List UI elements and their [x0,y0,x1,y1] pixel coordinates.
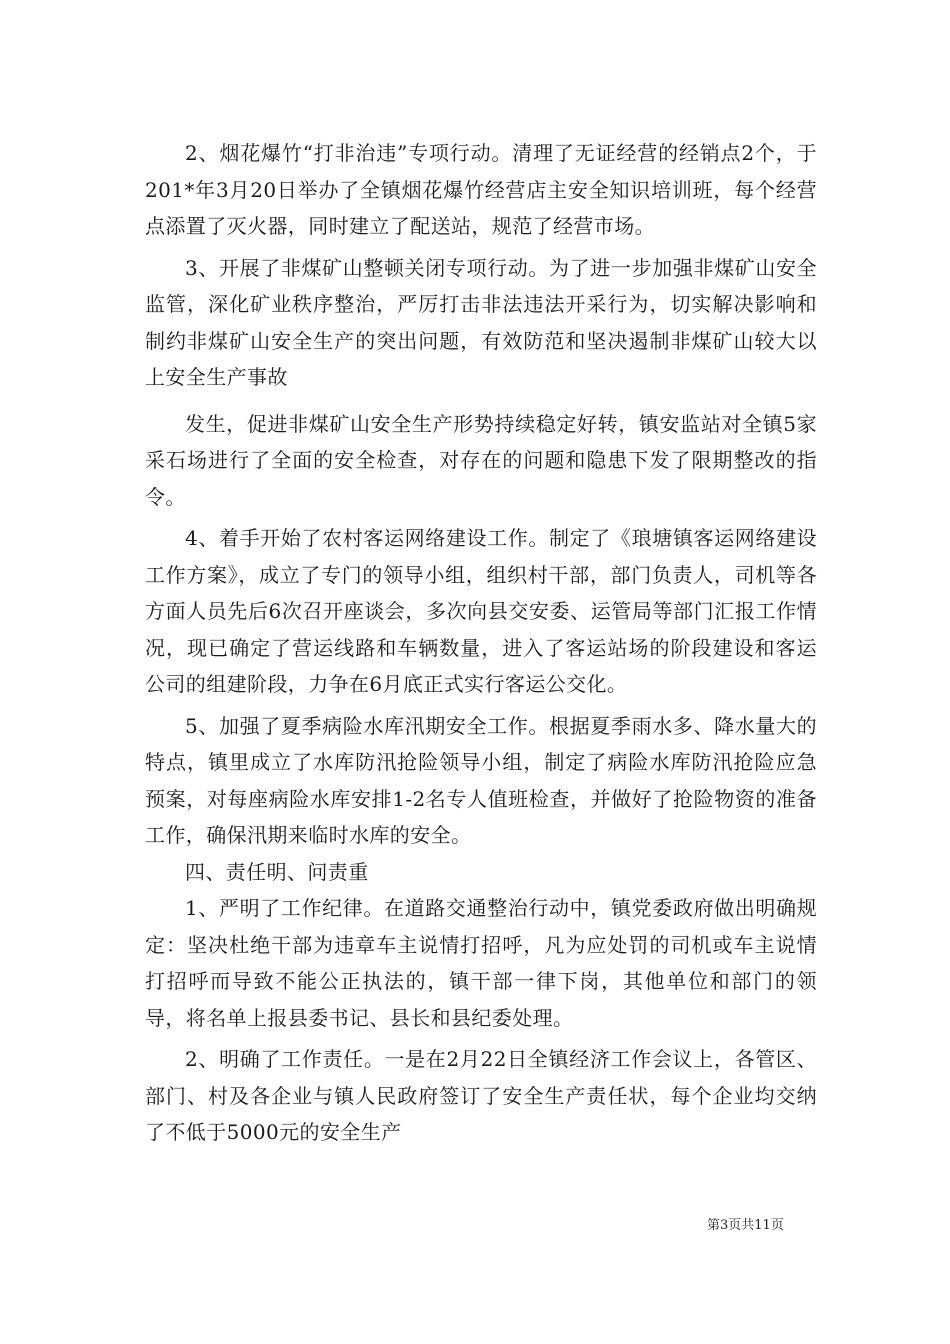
paragraph-rural-transport: 4、着手开始了农村客运网络建设工作。制定了《琅塘镇客运网络建设工作方案》，成立了专门的领导小组，组织村干部，部门负责人，司机等各方面人员先后6次召开座谈会，多次向县交安委、运管局等部门汇报工作情况，现已确定了营运线路和车辆数量，进入了客运站场的阶段建设和客运公司的组建阶段，力争在6月底正式实行客运公交化。 [145,526,817,696]
paragraph-mine-inspection: 发生，促进非煤矿山安全生产形势持续稳定好转，镇安监站对全镇5家采石场进行了全面的安全检查，对存在的问题和隐患下发了限期整改的指令。 [145,411,817,509]
paragraph-work-responsibility: 2、明确了工作责任。一是在2月22日全镇经济工作会议上，各管区、部门、村及各企业与镇人民政府签订了安全生产责任状，每个企业均交纳了不低于5000元的安全生产 [145,1047,817,1144]
paragraph-work-discipline: 1、严明了工作纪律。在道路交通整治行动中，镇党委政府做出明确规定：坚决杜绝干部为违章车主说情打招呼，凡为应处罚的司机或车主说情打招呼而导致不能公正执法的，镇干部一律下岗，其他单位和部门的领导，将名单上报县委书记、县长和县纪委处理。 [145,896,817,1030]
paragraph-non-coal-mines: 3、开展了非煤矿山整顿关闭专项行动。为了进一步加强非煤矿山安全监管，深化矿业秩序整治，严厉打击非法违法开采行为，切实解决影响和制约非煤矿山安全生产的突出问题，有效防范和坚决遏制非煤矿山较大以上安全生产事故 [145,255,817,389]
page-number-footer: 第3页共11页 [707,1218,784,1233]
paragraph-reservoir-safety: 5、加强了夏季病险水库汛期安全工作。根据夏季雨水多、降水量大的特点，镇里成立了水库防汛抢险领导小组，制定了病险水库防汛抢险应急预案，对每座病险水库安排1-2名专人值班检查，并做好了抢险物资的准备工作，确保汛期来临时水库的安全。 [145,713,817,847]
document-body [145,135,817,1151]
paragraph-fireworks: 2、烟花爆竹“打非治违”专项行动。清理了无证经营的经销点2个，于201*年3月20日举办了全镇烟花爆竹经营店主安全知识培训班，每个经营点添置了灭火器，同时建立了配送站，规范了经营市场。 [145,141,817,238]
section-heading-responsibility: 四、责任明、问责重 [185,859,369,884]
